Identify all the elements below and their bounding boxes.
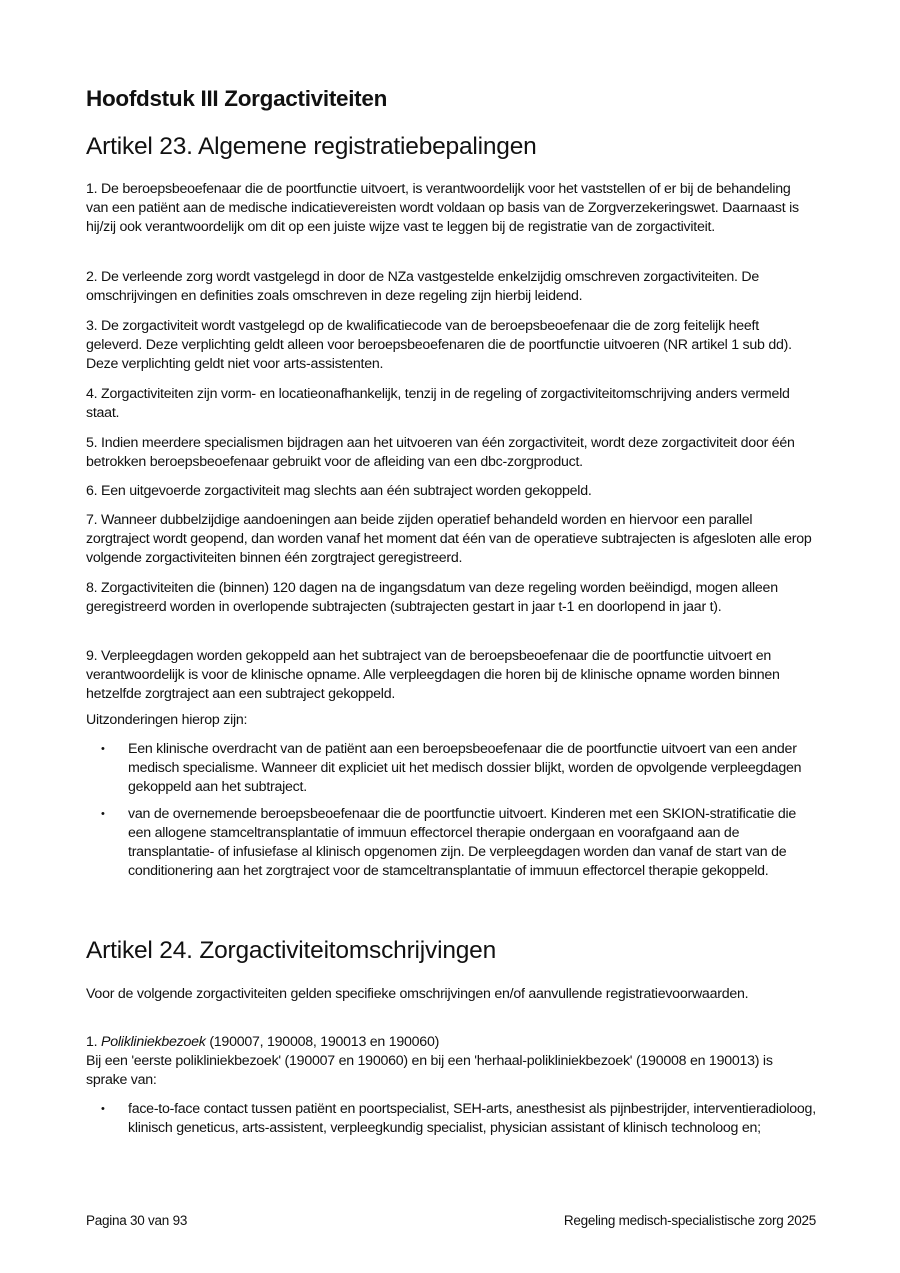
footer-page-number: Pagina 30 van 93: [86, 1213, 188, 1228]
bullet-icon: •: [101, 743, 105, 755]
item-1-bullets: [86, 1100, 816, 1146]
article-23-paragraph-8: 8. Zorgactiviteiten die (binnen) 120 dagen na de ingangsdatum van deze regeling worden beëindigd, mogen alleen geregistreerd worden in overlopende subtrajecten (subtrajecten gestart in jaar t-1 en doorlopend in jaar t).: [86, 580, 778, 615]
item-1-name: Polikliniekbezoek: [101, 1034, 206, 1050]
item-1-heading: [86, 1033, 816, 1052]
article-24-item-1: [86, 1033, 816, 1090]
article-23-title: Artikel 23. Algemene registratiebepalingen: [86, 133, 537, 160]
exceptions-list: [86, 740, 816, 889]
item-1-number: 1.: [86, 1034, 102, 1050]
article-23-paragraph-6: 6. Een uitgevoerde zorgactiviteit mag slechts aan één subtraject worden gekoppeld.: [86, 483, 592, 499]
article-23-paragraph-4: 4. Zorgactiviteiten zijn vorm- en locatieonafhankelijk, tenzij in de regeling of zorgactiviteitomschrijving anders vermeld staat.: [86, 386, 790, 421]
exception-text: Een klinische overdracht van de patiënt aan een beroepsbeoefenaar die de poortfunctie uitvoert van een ander medisch specialisme. Wanneer dit expliciet uit het medisch dossier blijkt, worden de opvolgende verpleegdagen gekoppeld aan het subtraject.: [128, 741, 802, 795]
article-24-intro: Voor de volgende zorgactiviteiten gelden specifieke omschrijvingen en/of aanvullende registratievoorwaarden.: [86, 986, 749, 1002]
item-1-codes: (190007, 190008, 190013 en 190060): [205, 1034, 440, 1050]
exception-text: van de overnemende beroepsbeoefenaar die de poortfunctie uitvoert. Kinderen met een SKION-stratificatie die een allogene stamceltransplantatie of immuun effectorcel therapie ondergaan en voorafgaand aan de transplantatie- of infusiefase al klinisch opgenomen zijn. De verpleegdagen worden dan vanaf de start van de conditionering aan het zorgtraject voor de stamceltransplantatie of immuun effectorcel therapie gekoppeld.: [128, 806, 797, 879]
article-23-paragraph-3: 3. De zorgactiviteit wordt vastgelegd op de kwalificatiecode van de beroepsbeoefenaar die de zorg feitelijk heeft geleverd. Deze verplichting geldt alleen voor beroepsbeoefenaren die de poortfunctie uitvoeren (NR artikel 1 sub dd). Deze verplichting geldt niet voor arts-assistenten.: [86, 318, 792, 372]
chapter-title: Hoofdstuk III Zorgactiviteiten: [86, 86, 388, 111]
article-23-paragraph-1: 1. De beroepsbeoefenaar die de poortfunctie uitvoert, is verantwoordelijk voor het vaststellen of er bij de behandeling van een patiënt aan de medische indicatievereisten wordt voldaan op basis van de Zorgverzekeringswet. Daarnaast is hij/zij ook verantwoordelijk om dit op een juiste wijze vast te leggen bij de registratie van de zorgactiviteit.: [86, 181, 799, 235]
bullet-icon: •: [101, 1103, 105, 1115]
exceptions-intro: Uitzonderingen hierop zijn:: [86, 712, 248, 728]
item-1-bullet: [86, 1100, 816, 1138]
article-24-title: Artikel 24. Zorgactiviteitomschrijvingen: [86, 937, 497, 964]
item-1-bullet-text: face-to-face contact tussen patiënt en poortspecialist, SEH-arts, anesthesist als pijnbestrijder, interventieradioloog, klinisch geneticus, arts-assistent, verpleegkundig specialist, physician assistant of klinisch technoloog en;: [128, 1101, 816, 1136]
footer-document-title: Regeling medisch-specialistische zorg 2025: [563, 1213, 816, 1228]
article-23-paragraph-2: 2. De verleende zorg wordt vastgelegd in door de NZa vastgestelde enkelzijdig omschreven zorgactiviteiten. De omschrijvingen en definities zoals omschreven in deze regeling zijn hierbij leidend.: [86, 269, 760, 304]
article-23-paragraph-7: 7. Wanneer dubbelzijdige aandoeningen aan beide zijden operatief behandeld worden en hiervoor een parallel zorgtraject wordt geopend, dan worden vanaf het moment dat één van de operatieve subtrajecten is afgesloten alle erop volgende zorgactiviteiten binnen één zorgtraject geregistreerd.: [86, 512, 812, 566]
article-23-paragraph-9: 9. Verpleegdagen worden gekoppeld aan het subtraject van de beroepsbeoefenaar die de poortfunctie uitvoert en verantwoordelijk is voor de klinische opname. Alle verpleegdagen die horen bij de klinische opname worden binnen hetzelfde zorgtraject aan een subtraject gekoppeld.: [86, 648, 780, 702]
article-23-paragraph-5: 5. Indien meerdere specialismen bijdragen aan het uitvoeren van één zorgactiviteit, wordt deze zorgactiviteit door één betrokken beroepsbeoefenaar gebruikt voor de afleiding van een dbc-zorgproduct.: [86, 435, 795, 470]
item-1-text: Bij een 'eerste polikliniekbezoek' (190007 en 190060) en bij een 'herhaal-polikliniekbezoek' (190008 en 190013) is sprake van:: [86, 1053, 773, 1088]
exception-item: [86, 740, 816, 797]
exception-item: [86, 805, 816, 881]
bullet-icon: •: [101, 808, 105, 820]
